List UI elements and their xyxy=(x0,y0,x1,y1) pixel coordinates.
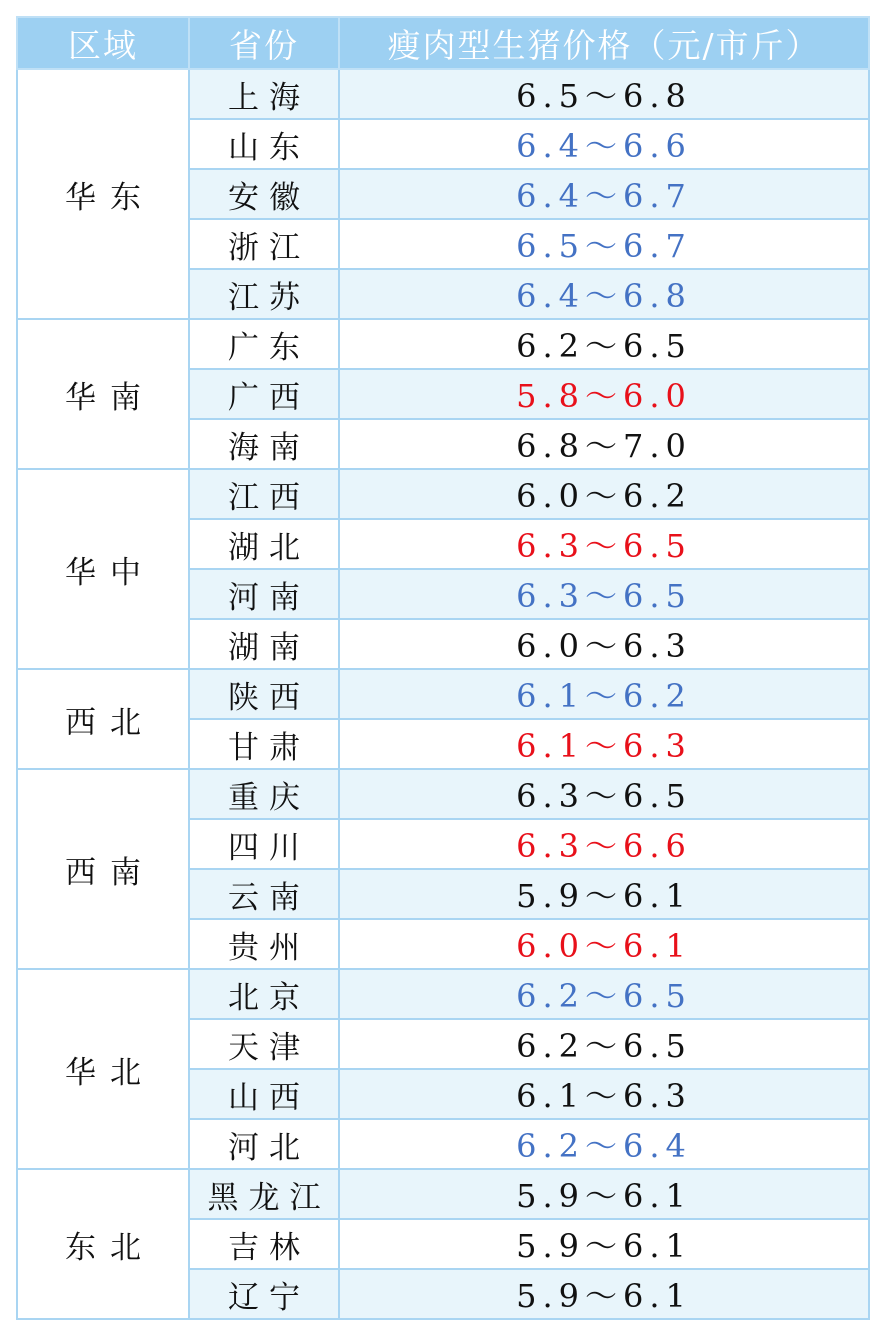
header-price: 瘦肉型生猪价格（元/市斤） xyxy=(339,17,869,69)
price-cell: 6.8～7.0 xyxy=(339,419,869,469)
province-cell: 云南 xyxy=(189,869,339,919)
price-cell: 6.2～6.5 xyxy=(339,969,869,1019)
province-cell: 吉林 xyxy=(189,1219,339,1269)
header-row xyxy=(17,17,869,69)
province-cell: 北京 xyxy=(189,969,339,1019)
province-cell: 重庆 xyxy=(189,769,339,819)
table-row xyxy=(17,319,869,369)
province-cell: 山西 xyxy=(189,1069,339,1119)
region-cell: 西南 xyxy=(17,769,189,969)
province-cell: 海南 xyxy=(189,419,339,469)
price-cell: 6.2～6.4 xyxy=(339,1119,869,1169)
province-cell: 黑龙江 xyxy=(189,1169,339,1219)
price-cell: 5.9～6.1 xyxy=(339,1269,869,1319)
price-cell: 6.5～6.8 xyxy=(339,69,869,119)
price-cell: 6.1～6.2 xyxy=(339,669,869,719)
province-cell: 四川 xyxy=(189,819,339,869)
price-cell: 6.0～6.2 xyxy=(339,469,869,519)
province-cell: 甘肃 xyxy=(189,719,339,769)
province-cell: 山东 xyxy=(189,119,339,169)
province-cell: 江西 xyxy=(189,469,339,519)
province-cell: 广东 xyxy=(189,319,339,369)
province-cell: 河南 xyxy=(189,569,339,619)
price-cell: 6.4～6.7 xyxy=(339,169,869,219)
province-cell: 湖南 xyxy=(189,619,339,669)
price-cell: 6.4～6.8 xyxy=(339,269,869,319)
pig-price-table xyxy=(16,16,870,1320)
region-cell: 华北 xyxy=(17,969,189,1169)
price-cell: 6.5～6.7 xyxy=(339,219,869,269)
price-cell: 5.8～6.0 xyxy=(339,369,869,419)
price-cell: 6.2～6.5 xyxy=(339,319,869,369)
price-cell: 6.2～6.5 xyxy=(339,1019,869,1069)
price-cell: 6.3～6.5 xyxy=(339,769,869,819)
region-cell: 华东 xyxy=(17,69,189,319)
table-row xyxy=(17,69,869,119)
table-row xyxy=(17,1169,869,1219)
price-cell: 6.3～6.6 xyxy=(339,819,869,869)
province-cell: 湖北 xyxy=(189,519,339,569)
price-cell: 6.1～6.3 xyxy=(339,1069,869,1119)
price-cell: 6.0～6.3 xyxy=(339,619,869,669)
table-body xyxy=(17,69,869,1319)
price-cell: 5.9～6.1 xyxy=(339,869,869,919)
region-cell: 东北 xyxy=(17,1169,189,1319)
region-cell: 华南 xyxy=(17,319,189,469)
province-cell: 安徽 xyxy=(189,169,339,219)
region-cell: 西北 xyxy=(17,669,189,769)
price-cell: 6.3～6.5 xyxy=(339,569,869,619)
table-row xyxy=(17,469,869,519)
province-cell: 江苏 xyxy=(189,269,339,319)
province-cell: 天津 xyxy=(189,1019,339,1069)
price-cell: 6.3～6.5 xyxy=(339,519,869,569)
province-cell: 上海 xyxy=(189,69,339,119)
price-cell: 6.4～6.6 xyxy=(339,119,869,169)
province-cell: 浙江 xyxy=(189,219,339,269)
province-cell: 陕西 xyxy=(189,669,339,719)
table-row xyxy=(17,669,869,719)
region-cell: 华中 xyxy=(17,469,189,669)
table-row xyxy=(17,769,869,819)
province-cell: 河北 xyxy=(189,1119,339,1169)
province-cell: 广西 xyxy=(189,369,339,419)
price-cell: 5.9～6.1 xyxy=(339,1169,869,1219)
price-cell: 5.9～6.1 xyxy=(339,1219,869,1269)
province-cell: 辽宁 xyxy=(189,1269,339,1319)
price-cell: 6.0～6.1 xyxy=(339,919,869,969)
province-cell: 贵州 xyxy=(189,919,339,969)
header-region: 区域 xyxy=(17,17,189,69)
table-row xyxy=(17,969,869,1019)
header-province: 省份 xyxy=(189,17,339,69)
price-cell: 6.1～6.3 xyxy=(339,719,869,769)
